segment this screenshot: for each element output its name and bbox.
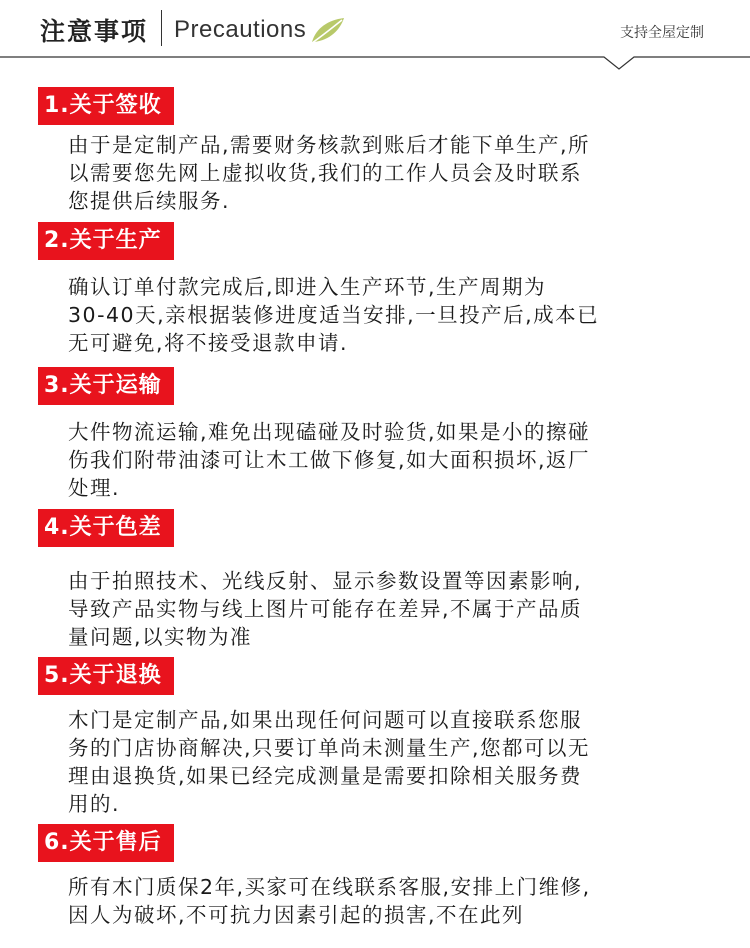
title-divider [161,10,162,46]
section-title-production: 2.关于生产 [38,222,174,260]
section-title-returns: 5.关于退换 [38,657,174,695]
section-title-shipping: 3.关于运输 [38,367,174,405]
page-title: 注意事项 [40,17,149,46]
page-title-en: Precautions [174,16,307,43]
header-divider [0,56,750,72]
section-body-after-sales: 所有木门质保2年,买家可在线联系客服,安排上门维修, 因人为破坏,不可抗力因素引起的损害,不在此列 [68,875,591,927]
section-body-production: 确认订单付款完成后,即进入生产环节,生产周期为 30-40天,亲根据装修进度适当安排,一旦投产后,成本已 无可避免,将不接受退款申请. [68,275,600,355]
section-body-color-difference: 由于拍照技术、光线反射、显示参数设置等因素影响, 导致产品实物与线上图片可能存在差异,不属于产品质 量问题,以实物为准 [68,569,583,649]
section-body-signing: 由于是定制产品,需要财务核款到账后才能下单生产,所 以需要您先网上虚拟收货,我们的工作人员会及时联系 您提供后续服务. [68,133,591,213]
section-body-returns: 木门是定制产品,如果出现任何问题可以直接联系您服 务的门店协商解决,只要订单尚未测量生产,您都可以无 理由退换货,如果已经完成测量是需要扣除相关服务费 用的. [68,708,591,816]
page-header [0,0,750,62]
page-subtitle: 支持全屋定制 [620,25,704,41]
section-title-after-sales: 6.关于售后 [38,824,174,862]
leaf-icon [308,14,348,46]
section-title-signing: 1.关于签收 [38,87,174,125]
section-title-color-difference: 4.关于色差 [38,509,174,547]
section-body-shipping: 大件物流运输,难免出现磕碰及时验货,如果是小的擦碰 伤我们附带油漆可让木工做下修复,如大面积损坏,返厂 处理. [68,420,591,500]
